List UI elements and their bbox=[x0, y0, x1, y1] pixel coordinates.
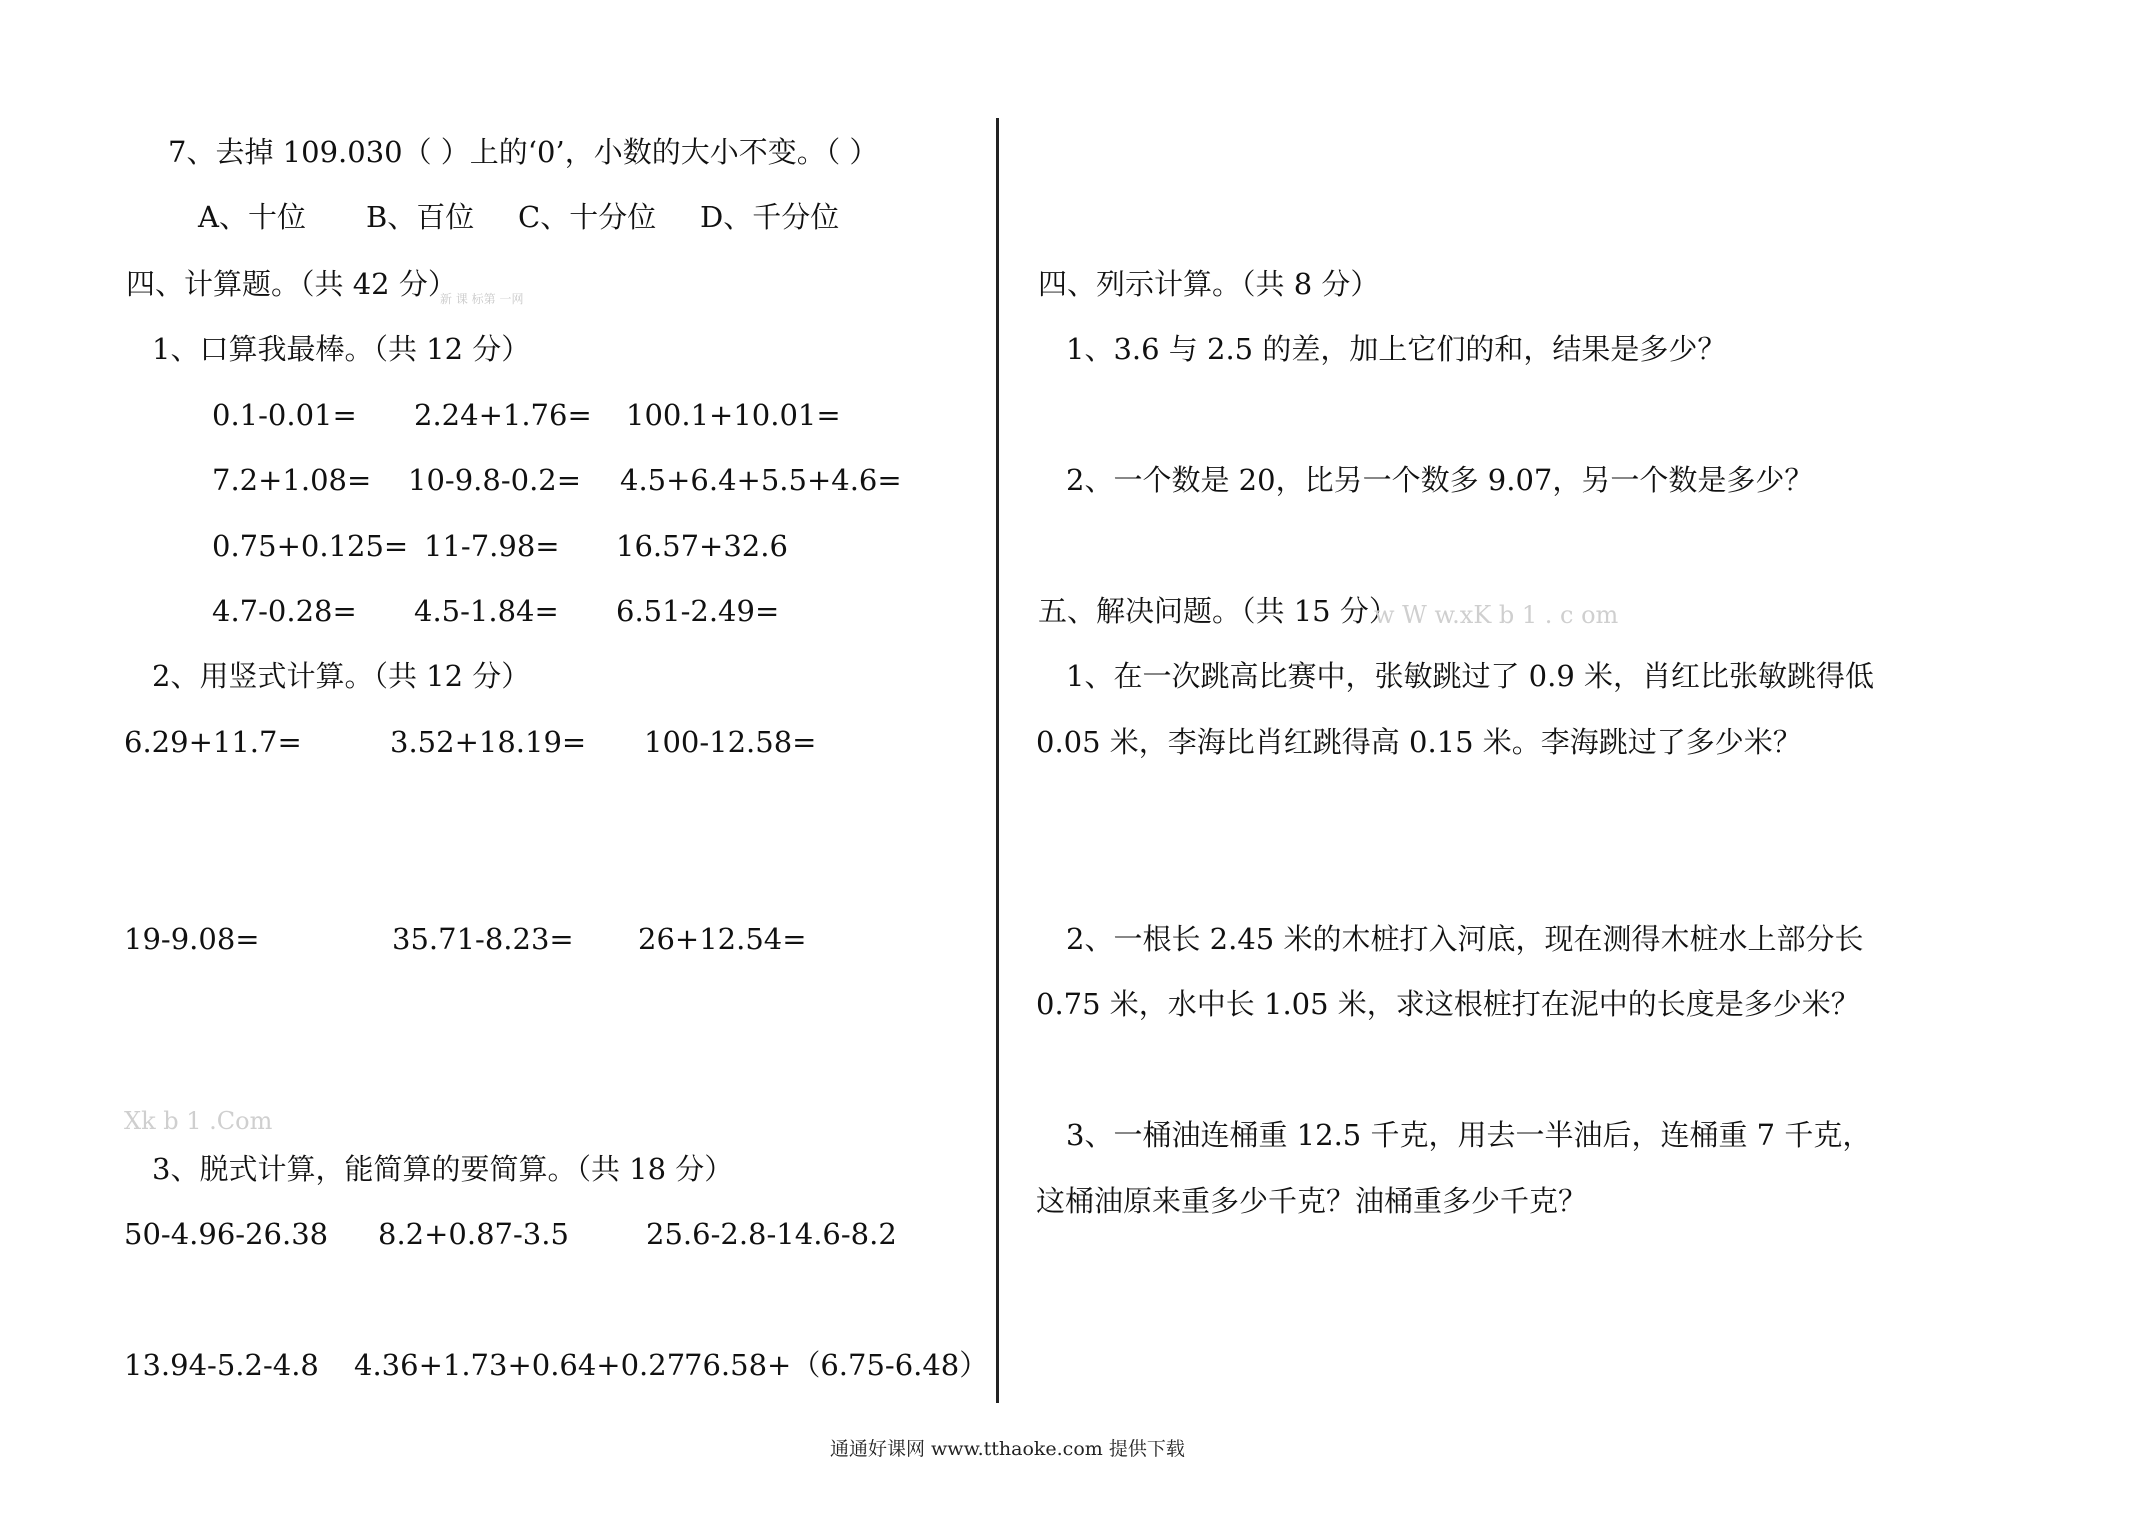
oral-r1c3: 100.1+10.01= bbox=[626, 398, 841, 432]
q7-question: 7、去掉 109.030（ ）上的‘0’，小数的大小不变。（ ） bbox=[168, 135, 879, 169]
oral-r4c3: 6.51-2.49= bbox=[616, 594, 780, 628]
oral-r3c2: 11-7.98= bbox=[424, 529, 560, 563]
section4-title: 四、计算题。（共 42 分） bbox=[126, 267, 457, 301]
vertical-r2c3: 26+12.54= bbox=[638, 922, 807, 956]
oral-r2c2: 10-9.8-0.2= bbox=[408, 463, 582, 497]
oral-r3c3: 16.57+32.6 bbox=[616, 529, 788, 563]
section5-q2-line2: 0.75 米，水中长 1.05 米，求这根桩打在泥中的长度是多少米？ bbox=[1036, 987, 1860, 1021]
stepwise-r2c3: 76.58+（6.75-6.48） bbox=[684, 1348, 989, 1382]
section5-q1-line2: 0.05 米，李海比肖红跳得高 0.15 米。李海跳过了多少米？ bbox=[1036, 725, 1802, 759]
oral-r1c1: 0.1-0.01= bbox=[212, 398, 357, 432]
section5-q1-line1: 1、在一次跳高比赛中，张敏跳过了 0.9 米，肖红比张敏跳得低 bbox=[1066, 659, 1875, 693]
watermark-xkb1-com: w W w.xK b 1 . c om bbox=[1374, 601, 1619, 629]
vertical-r1c3: 100-12.58= bbox=[644, 725, 817, 759]
oral-r2c3: 4.5+6.4+5.5+4.6= bbox=[620, 463, 902, 497]
stepwise-r2c1: 13.94-5.2-4.8 bbox=[124, 1348, 319, 1382]
stepwise-title: 3、脱式计算，能简算的要简算。（共 18 分） bbox=[152, 1152, 734, 1186]
column-divider bbox=[996, 118, 999, 1403]
section4b-title: 四、列示计算。（共 8 分） bbox=[1038, 267, 1380, 301]
footer-credit: 通通好课网 www.tthaoke.com 提供下载 bbox=[830, 1438, 1185, 1460]
vertical-title: 2、用竖式计算。（共 12 分） bbox=[152, 659, 531, 693]
section5-title: 五、解决问题。（共 15 分） bbox=[1038, 594, 1398, 628]
section5-q3-line1: 3、一桶油连桶重 12.5 千克，用去一半油后，连桶重 7 千克， bbox=[1066, 1118, 1872, 1152]
watermark-small: 新 课 标第 一网 bbox=[440, 292, 524, 306]
vertical-r2c2: 35.71-8.23= bbox=[392, 922, 574, 956]
section4b-q1: 1、3.6 与 2.5 的差，加上它们的和，结果是多少？ bbox=[1066, 332, 1727, 366]
oral-r4c1: 4.7-0.28= bbox=[212, 594, 357, 628]
stepwise-r1c2: 8.2+0.87-3.5 bbox=[378, 1217, 569, 1251]
section5-q3-line2: 这桶油原来重多少千克？油桶重多少千克？ bbox=[1036, 1184, 1588, 1218]
oral-r2c1: 7.2+1.08= bbox=[212, 463, 372, 497]
oral-r1c2: 2.24+1.76= bbox=[414, 398, 592, 432]
section5-q2-line1: 2、一根长 2.45 米的木桩打入河底，现在测得木桩水上部分长 bbox=[1066, 922, 1864, 956]
vertical-r2c1: 19-9.08= bbox=[124, 922, 260, 956]
watermark-xkb1: Xk b 1 .Com bbox=[124, 1107, 273, 1135]
stepwise-r1c1: 50-4.96-26.38 bbox=[124, 1217, 329, 1251]
q7-option-d: D、千分位 bbox=[700, 200, 840, 234]
stepwise-r1c3: 25.6-2.8-14.6-8.2 bbox=[646, 1217, 897, 1251]
q7-option-a: A、十位 bbox=[198, 200, 306, 234]
oral-title: 1、口算我最棒。（共 12 分） bbox=[152, 332, 531, 366]
stepwise-r2c2: 4.36+1.73+0.64+0.27 bbox=[354, 1348, 686, 1382]
q7-option-c: C、十分位 bbox=[518, 200, 657, 234]
oral-r4c2: 4.5-1.84= bbox=[414, 594, 559, 628]
q7-option-b: B、百位 bbox=[366, 200, 475, 234]
section4b-q2: 2、一个数是 20，比另一个数多 9.07，另一个数是多少？ bbox=[1066, 463, 1814, 497]
vertical-r1c2: 3.52+18.19= bbox=[390, 725, 587, 759]
vertical-r1c1: 6.29+11.7= bbox=[124, 725, 302, 759]
oral-r3c1: 0.75+0.125= bbox=[212, 529, 409, 563]
